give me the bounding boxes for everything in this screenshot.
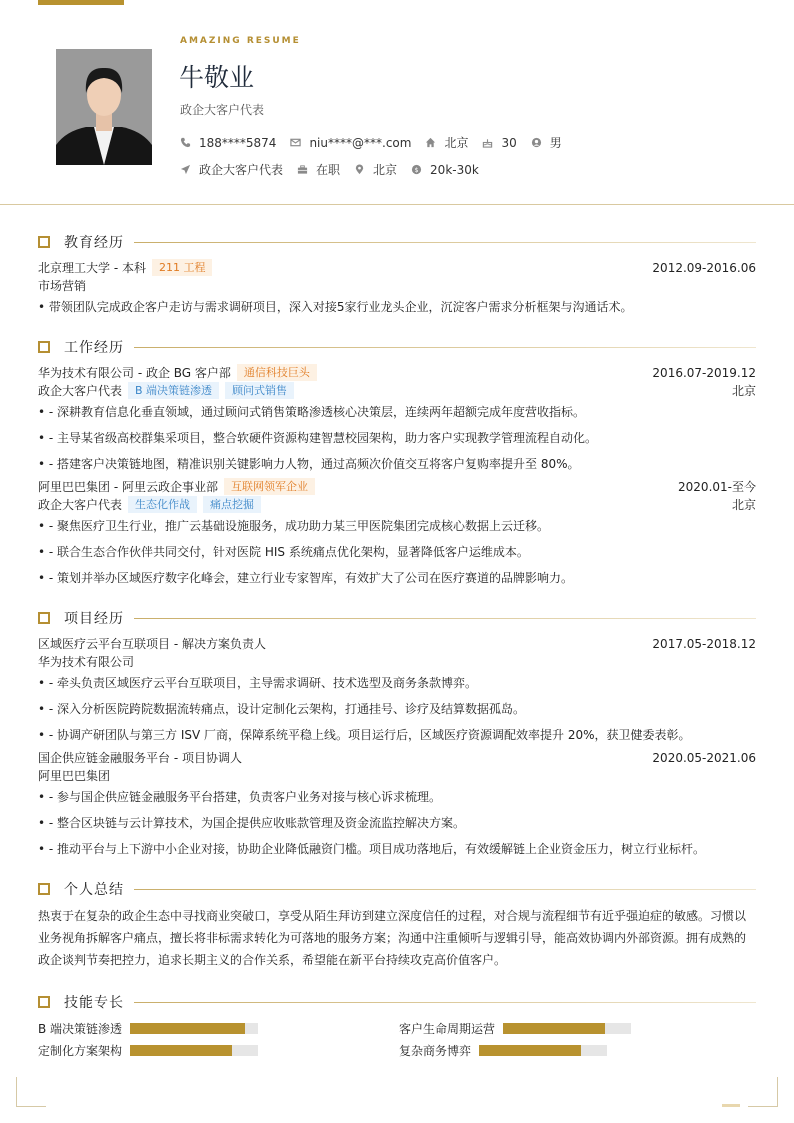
project-2-date: 2020.05-2021.06 xyxy=(652,750,756,765)
work-1-header xyxy=(38,364,756,381)
project-1-date: 2017.05-2018.12 xyxy=(652,636,756,651)
project-1-bullet: • - 协调产研团队与第三方 ISV 厂商，保障系统平稳上线。项目运行后，区域医疗资源调配效率提升 20%，获卫健委表彰。 xyxy=(38,728,691,742)
school-tag: 211 工程 xyxy=(152,259,213,276)
phone-text: 188****5874 xyxy=(199,135,277,150)
intent-city-text: 北京 xyxy=(373,163,398,177)
candidate-name: 牛敬业 xyxy=(179,63,255,92)
resume-header xyxy=(0,0,794,205)
work-1-role-row xyxy=(38,382,756,399)
summary-text xyxy=(38,905,756,971)
skill-level-bar xyxy=(503,1023,631,1034)
salary-text: 20k-30k xyxy=(430,162,479,177)
work-2-bullet: • - 联合生态合作伙伴共同交付，针对医院 HIS 系统痛点优化架构，显著降低客户运维成本。 xyxy=(38,545,529,559)
job-intent-row xyxy=(180,161,493,178)
project-2-bullet: • - 推动平台与上下游中小企业对接，协助企业降低融资门槛。项目成功落地后，有效缓解链上企业资金压力，树立行业标杆。 xyxy=(38,842,706,856)
corner-decoration xyxy=(16,1077,46,1107)
send-icon xyxy=(180,164,191,175)
work-2-role-tag: 生态化作战 xyxy=(128,496,197,513)
project-2-org-row xyxy=(38,767,756,784)
contact-row xyxy=(180,134,576,151)
home-icon xyxy=(425,137,436,148)
work-1-role-tag: B 端决策链渗透 xyxy=(128,382,219,399)
skill-name: 复杂商务博弈 xyxy=(399,1044,472,1058)
work-2-company: 阿里巴巴集团 - 阿里云政企事业部 xyxy=(38,480,218,494)
skill-level-bar xyxy=(479,1045,607,1056)
page-dash-decoration xyxy=(722,1104,740,1107)
project-1-org-row xyxy=(38,653,756,670)
briefcase-icon xyxy=(297,164,308,175)
project-1-bullet: • - 牵头负责区域医疗云平台互联项目，主导需求调研、技术选型及商务条款博弈。 xyxy=(38,676,478,690)
project-2-bullet: • - 参与国企供应链金融服务平台搭建，负责客户业务对接与核心诉求梳理。 xyxy=(38,790,442,804)
age-text: 30 xyxy=(501,135,517,150)
project-1-bullet: • - 深入分析医院跨院数据流转痛点，设计定制化云架构，打通挂号、诊疗及结算数据孤岛。 xyxy=(38,702,526,716)
work-2-role: 政企大客户代表 xyxy=(38,498,123,512)
work-1-bullet: • - 搭建客户决策链地图，精准识别关键影响力人物，通过高频次价值交互将客户复购率提升至 80%。 xyxy=(38,457,580,471)
education-bullet: • 带领团队完成政企客户走访与需求调研项目，深入对接5家行业龙头企业，沉淀客户需求分析框架与沟通话术。 xyxy=(38,300,633,314)
work-1-city: 北京 xyxy=(731,384,756,398)
age-info xyxy=(482,136,516,150)
intent-city-info xyxy=(354,161,397,178)
corner-decoration xyxy=(748,1077,778,1107)
skill-item xyxy=(399,1020,631,1037)
status-info xyxy=(297,161,340,178)
project-2-title: 国企供应链金融服务平台 - 项目协调人 xyxy=(38,751,242,765)
project-2-header xyxy=(38,749,756,766)
work-1-role: 政企大客户代表 xyxy=(38,384,123,398)
section-work-title: 工作经历 xyxy=(38,337,756,357)
work-2-role-row xyxy=(38,496,756,513)
work-2-city: 北京 xyxy=(731,498,756,512)
education-header-row xyxy=(38,259,756,276)
work-1-role-tag: 顾问式销售 xyxy=(225,382,294,399)
project-1-header xyxy=(38,635,756,652)
summary-line: 业务视角拆解客户痛点，擅长将非标需求转化为可落地的服务方案；沟通中注重倾听与逻辑引导，能高效协调内外部资源。拥有成熟的 xyxy=(38,931,747,945)
skill-name: B 端决策链渗透 xyxy=(38,1022,123,1036)
project-1-org: 华为技术有限公司 xyxy=(38,655,135,669)
work-1-bullet: • - 深耕教育信息化垂直领域，通过顾问式销售策略渗透核心决策层，连续两年超额完成年度营收指标。 xyxy=(38,405,586,419)
section-summary-title: 个人总结 xyxy=(38,879,756,899)
salary-icon xyxy=(411,164,422,175)
cake-icon xyxy=(482,137,493,148)
section-square-icon xyxy=(38,612,50,624)
email-text: niu****@***.com xyxy=(309,135,412,150)
intent-position-info xyxy=(180,161,283,178)
section-square-icon xyxy=(38,883,50,895)
skill-item xyxy=(38,1042,258,1059)
work-2-header xyxy=(38,478,756,495)
summary-line: 热衷于在复杂的政企生态中寻找商业突破口，享受从陌生拜访到建立深度信任的过程，对合规与流程细节有近乎强迫症的敏感。习惯以 xyxy=(38,909,747,923)
work-1-bullet: • - 主导某省级高校群集采项目，整合软硬件资源构建智慧校园架构，助力客户实现教学管理流程自动化。 xyxy=(38,431,598,445)
skill-name: 定制化方案架构 xyxy=(38,1044,123,1058)
project-2-org: 阿里巴巴集团 xyxy=(38,769,111,783)
section-square-icon xyxy=(38,341,50,353)
work-1-date: 2016.07-2019.12 xyxy=(652,365,756,380)
skill-item xyxy=(399,1042,607,1059)
work-2-date: 2020.01-至今 xyxy=(678,480,756,494)
intent-position-text: 政企大客户代表 xyxy=(199,163,284,177)
skill-item xyxy=(38,1020,258,1037)
profile-photo xyxy=(56,49,152,165)
job-title: 政企大客户代表 xyxy=(180,103,265,117)
salary-info xyxy=(411,163,479,177)
home-info xyxy=(425,134,468,151)
gender-icon xyxy=(531,137,542,148)
education-date: 2012.09-2016.06 xyxy=(652,260,756,275)
work-1-company: 华为技术有限公司 - 政企 BG 客户部 xyxy=(38,366,231,380)
section-square-icon xyxy=(38,236,50,248)
project-2-bullet: • - 整合区块链与云计算技术，为国企提供应收账款管理及资金流监控解决方案。 xyxy=(38,816,466,830)
skill-level-bar xyxy=(130,1045,258,1056)
work-1-company-tag: 通信科技巨头 xyxy=(237,364,317,381)
summary-line: 政企谈判节奏把控力，追求长期主义的合作关系，希望能在新平台持续攻克高价值客户。 xyxy=(38,953,507,967)
home-text: 北京 xyxy=(444,136,469,150)
section-skills-title: 技能专长 xyxy=(38,992,756,1012)
status-text: 在职 xyxy=(316,163,341,177)
phone-icon xyxy=(180,137,191,148)
work-2-company-tag: 互联网领军企业 xyxy=(224,478,315,495)
work-2-bullet: • - 策划并举办区域医疗数字化峰会，建立行业专家智库，有效扩大了公司在医疗赛道的品牌影响力。 xyxy=(38,571,574,585)
project-1-title: 区域医疗云平台互联项目 - 解决方案负责人 xyxy=(38,637,266,651)
section-project-title: 项目经历 xyxy=(38,608,756,628)
gender-text: 男 xyxy=(549,136,562,150)
skill-level-bar xyxy=(130,1023,258,1034)
svg-text:$: $ xyxy=(414,165,419,174)
gender-info xyxy=(531,134,562,151)
mail-icon xyxy=(290,137,301,148)
brand-label: AMAZING RESUME xyxy=(180,36,301,46)
major-name: 市场营销 xyxy=(38,279,87,293)
location-icon xyxy=(354,164,365,175)
work-2-role-tag: 痛点挖掘 xyxy=(203,496,261,513)
major-row xyxy=(38,277,756,294)
work-2-bullet: • - 聚焦医疗卫生行业，推广云基础设施服务，成功助力某三甲医院集团完成核心数据上云迁移。 xyxy=(38,519,550,533)
skill-name: 客户生命周期运营 xyxy=(399,1022,496,1036)
section-square-icon xyxy=(38,996,50,1008)
email-info xyxy=(290,136,411,150)
section-education-title: 教育经历 xyxy=(38,232,756,252)
school-name: 北京理工大学 - 本科 xyxy=(38,261,146,275)
phone-info xyxy=(180,136,276,150)
